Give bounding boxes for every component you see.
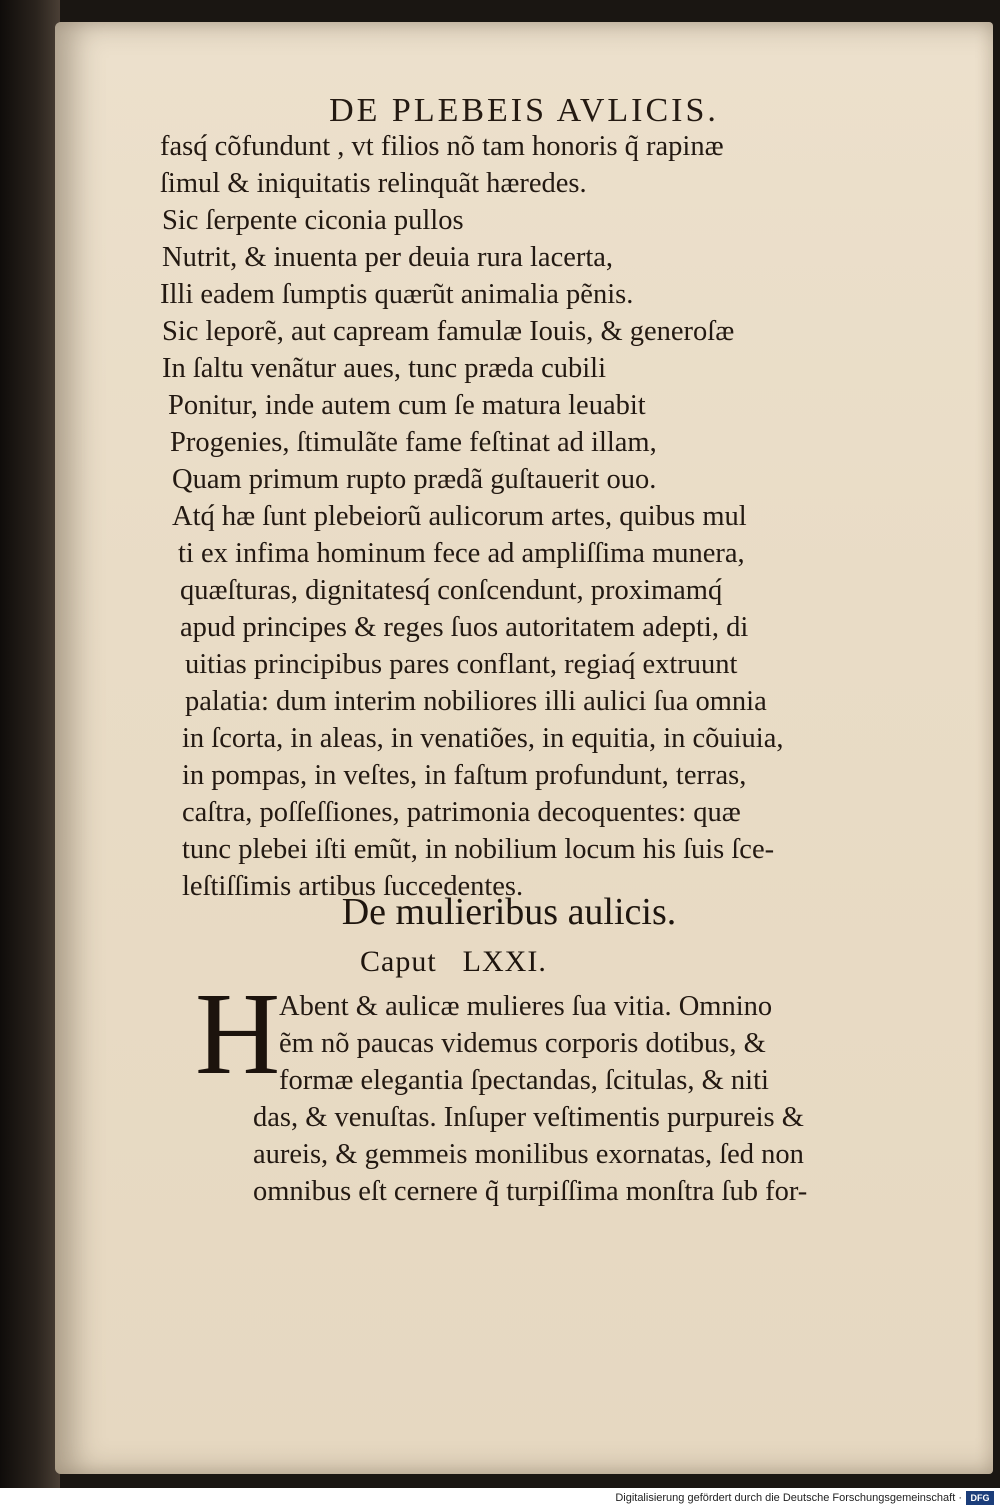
text-line: Abent & aulicæ mulieres ſua vitia. Omnino <box>279 991 773 1022</box>
text-line: Nutrit, & inuenta per deuia rura lacerta, <box>162 242 614 273</box>
text-line: apud principes & reges ſuos autoritatem adepti, di <box>180 612 749 643</box>
text-line: aureis, & gemmeis monilibus exornatas, ſed non <box>253 1139 804 1170</box>
section-heading: De mulieribus aulicis. <box>341 891 677 933</box>
text-line: formæ elegantia ſpectandas, ſcitulas, & niti <box>279 1065 769 1096</box>
text-line: In ſaltu venãtur aues, tunc præda cubili <box>162 353 606 384</box>
text-line: omnibus eſt cernere q̃ turpiſſima monſtra ſub for- <box>253 1176 808 1207</box>
text-line: Quam primum rupto prædã guſtauerit ouo. <box>172 464 657 495</box>
text-line: palatia: dum interim nobiliores illi aulici ſua omnia <box>185 686 767 717</box>
text-line: Sic leporẽ, aut capream famulæ Iouis, & generoſæ <box>162 316 735 347</box>
text-line: Progenies, ſtimulãte fame feſtinat ad illam, <box>170 427 657 458</box>
text-line: Illi eadem ſumptis quærũt animalia pẽnis. <box>160 279 634 310</box>
dfg-logo-icon: DFG <box>966 1491 994 1505</box>
chapter-word: Caput <box>360 945 437 978</box>
text-line: das, & venuſtas. Inſuper veſtimentis purpureis & <box>253 1102 804 1133</box>
text-line: ti ex infima hominum fece ad ampliſſima munera, <box>178 538 745 569</box>
text-line: Ponitur, inde autem cum ſe matura leuabit <box>168 390 646 421</box>
chapter-text <box>197 988 907 1210</box>
text-line: Sic ſerpente ciconia pullos <box>162 205 464 236</box>
text-line: Atq́ hæ ſunt plebeiorũ aulicorum artes, quibus mul <box>172 501 747 532</box>
scan-binding-edge <box>0 0 60 1511</box>
text-line: caſtra, poſſeſſiones, patrimonia decoquentes: quæ <box>182 797 741 828</box>
running-header: DE PLEBEIS AVLICIS. <box>329 92 719 129</box>
chapter-label <box>360 945 547 979</box>
text-line: in ſcorta, in aleas, in venatiões, in equitia, in cõuiuia, <box>182 723 784 754</box>
text-line: uitias principibus pares conflant, regiaq́ extruunt <box>185 649 738 680</box>
text-line: fasq́ cõfundunt , vt filios nõ tam honoris q̃ rapinæ <box>160 131 724 162</box>
text-line: quæſturas, dignitatesq́ conſcendunt, proximamq́ <box>180 575 723 606</box>
footer-credit: Digitalisierung gefördert durch die Deutsche Forschungsgemeinschaft · <box>615 1492 962 1504</box>
body-text <box>160 128 880 905</box>
text-line: tunc plebei iſti emũt, in nobilium locum his ſuis ſce- <box>182 834 775 865</box>
text-line: ẽm nõ paucas videmus corporis dotibus, & <box>279 1028 766 1059</box>
drop-cap: H <box>195 968 281 1099</box>
text-line: ſimul & iniquitatis relinquãt hæredes. <box>160 168 587 199</box>
text-line: leſtiſſimis artibus ſuccedentes. <box>182 871 524 902</box>
chapter-number: LXXI. <box>462 945 547 978</box>
text-line: in pompas, in veſtes, in faſtum profundunt, terras, <box>182 760 747 791</box>
